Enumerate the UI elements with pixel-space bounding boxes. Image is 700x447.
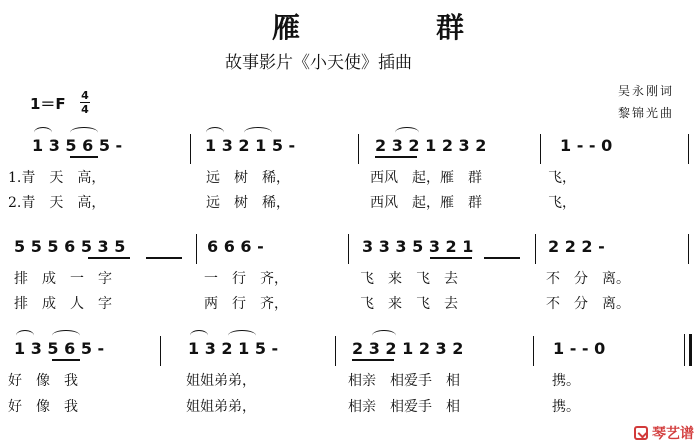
lyric-verse-2: 携。 <box>552 399 580 415</box>
lyric-verse-2: 远 树 稀， <box>206 195 290 211</box>
slur <box>228 330 256 341</box>
measure-notes: 5 5 5 6 5 3 5 <box>14 237 126 256</box>
barline <box>533 336 534 366</box>
beam <box>375 156 417 158</box>
lyric-verse-1: 一 行 齐， <box>204 271 288 287</box>
barline <box>688 234 689 264</box>
measure-notes: 3 3 3 5 3 2 1 <box>362 237 474 256</box>
lyric-verse-1: 飞， <box>548 170 576 186</box>
measure-notes: 1 3 2 1 5 - <box>188 339 279 358</box>
watermark-text: 琴艺谱 <box>652 426 694 442</box>
barline <box>688 134 689 164</box>
song-title: 雁 群 <box>272 11 519 44</box>
final-barline-thick <box>689 334 692 366</box>
beam <box>352 359 394 361</box>
key-signature: 1＝F <box>30 95 66 113</box>
lyric-verse-2: 飞 来 飞 去 <box>360 296 458 312</box>
barline <box>160 336 161 366</box>
lyric-verse-1: 不 分 离。 <box>546 271 630 287</box>
lyric-verse-2: 排 成 人 字 <box>14 296 112 312</box>
measure-notes: 1 3 5 6 5 - <box>32 136 123 155</box>
slur <box>52 330 80 341</box>
beam <box>146 257 182 259</box>
barline <box>540 134 541 164</box>
lyric-verse-2: 西风 起，雁 群 <box>370 195 482 211</box>
barline <box>358 134 359 164</box>
time-signature-bottom: 4 <box>81 103 89 116</box>
slur <box>190 330 208 341</box>
lyricist-credit: 吴永刚词 <box>618 84 675 98</box>
measure-notes: 2 3 2 1 2 3 2 <box>352 339 464 358</box>
lyric-verse-1: 远 树 稀， <box>206 170 290 186</box>
lyric-verse-2: 姐姐弟弟， <box>186 399 256 415</box>
lyric-verse-2: 飞， <box>548 195 576 211</box>
song-subtitle: 故事影片《小天使》插曲 <box>225 53 412 73</box>
lyric-verse-2: 好 像 我 <box>8 399 78 415</box>
slur <box>70 127 98 138</box>
slur <box>16 330 34 341</box>
beam <box>52 359 80 361</box>
measure-notes: 2 3 2 1 2 3 2 <box>375 136 487 155</box>
slur <box>395 127 419 138</box>
lyric-verse-1: 姐姐弟弟， <box>186 373 256 389</box>
lyric-verse-2: 2.青 天 高， <box>8 195 106 211</box>
barline <box>535 234 536 264</box>
lyric-verse-2: 不 分 离。 <box>546 296 630 312</box>
barline <box>348 234 349 264</box>
lyric-verse-2: 相亲 相爱手 相 <box>348 399 460 415</box>
measure-notes: 2 2 2 - <box>548 237 605 256</box>
measure-notes: 1 - - 0 <box>560 136 613 155</box>
lyric-verse-1: 1.青 天 高， <box>8 170 106 186</box>
time-signature <box>80 90 90 115</box>
slur <box>206 127 224 138</box>
beam <box>430 257 472 259</box>
lyric-verse-1: 飞 来 飞 去 <box>360 271 458 287</box>
barline <box>196 234 197 264</box>
final-barline-thin <box>684 334 685 366</box>
barline <box>335 336 336 366</box>
measure-notes: 6 6 6 - <box>207 237 264 256</box>
slur <box>244 127 272 138</box>
composer-credit: 黎锦光曲 <box>618 106 675 120</box>
lyric-verse-1: 相亲 相爱手 相 <box>348 373 460 389</box>
time-signature-top: 4 <box>81 89 89 102</box>
slur <box>34 127 52 138</box>
measure-notes: 1 3 5 6 5 - <box>14 339 105 358</box>
measure-notes: 1 3 2 1 5 - <box>205 136 296 155</box>
barline <box>190 134 191 164</box>
slur <box>372 330 396 341</box>
measure-notes: 1 - - 0 <box>553 339 606 358</box>
beam <box>88 257 130 259</box>
beam <box>484 257 520 259</box>
lyric-verse-1: 携。 <box>552 373 580 389</box>
logo-square-check-icon <box>634 426 648 440</box>
lyric-verse-1: 西风 起，雁 群 <box>370 170 482 186</box>
site-watermark <box>634 423 694 443</box>
beam <box>70 156 98 158</box>
lyric-verse-1: 排 成 一 字 <box>14 271 112 287</box>
lyric-verse-1: 好 像 我 <box>8 373 78 389</box>
lyric-verse-2: 两 行 齐， <box>204 296 288 312</box>
